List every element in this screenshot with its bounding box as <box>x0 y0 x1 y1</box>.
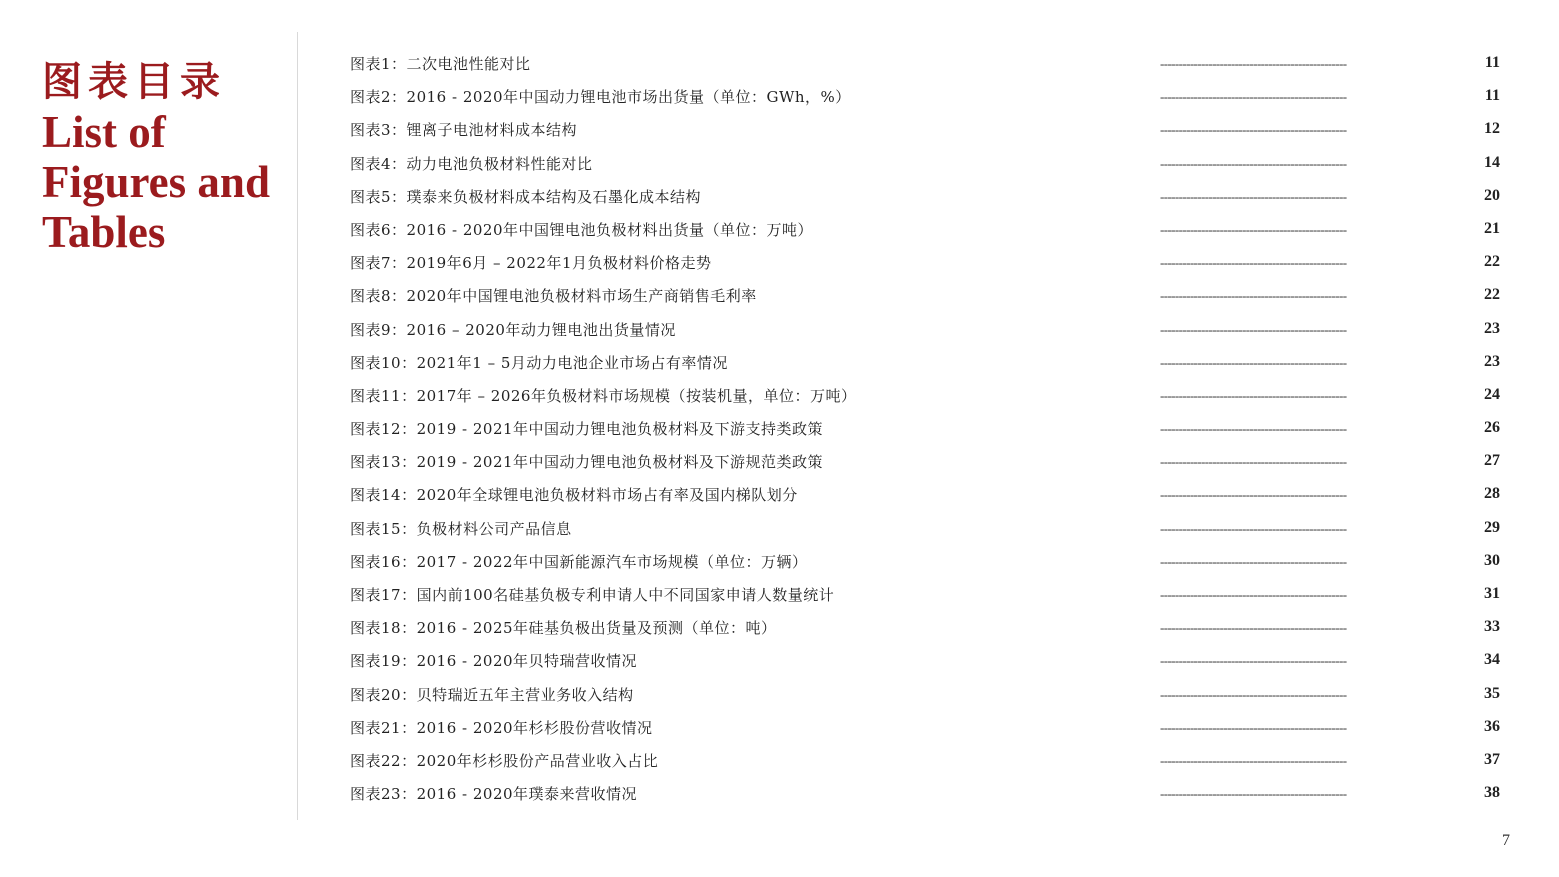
toc-entry-page: 33 <box>1484 618 1500 636</box>
page-title-cn: 图表目录 <box>42 58 226 105</box>
toc-entry-label: 图表7：2019年6月 – 2022年1月负极材料价格走势 <box>350 254 712 273</box>
toc-leader-dashes: -------------------------------------------------- <box>1160 255 1347 270</box>
toc-entry-page: 23 <box>1484 352 1500 370</box>
toc-entry[interactable] <box>350 678 1500 711</box>
toc-entry-label: 图表17：国内前100名硅基负极专利申请人中不同国家申请人数量统计 <box>350 586 835 604</box>
toc-leader-dashes: -------------------------------------------------- <box>1160 719 1347 734</box>
toc-entry[interactable] <box>350 445 1500 478</box>
toc-entry[interactable] <box>350 711 1500 744</box>
toc-entry-page: 22 <box>1484 286 1500 304</box>
toc-entry-label: 图表20：贝特瑞近五年主营业务收入结构 <box>350 685 634 704</box>
toc-entry-label: 图表5：璞泰来负极材料成本结构及石墨化成本结构 <box>350 187 702 206</box>
toc-entry-page: 11 <box>1484 54 1500 71</box>
page-number: 7 <box>1502 832 1510 849</box>
toc-entry-page: 36 <box>1484 717 1500 735</box>
toc-entry[interactable] <box>350 47 1500 80</box>
toc-entry-page: 37 <box>1484 750 1500 768</box>
toc-entry[interactable] <box>350 611 1500 644</box>
toc-leader-dashes: -------------------------------------------------- <box>1160 56 1347 70</box>
toc-entry-page: 21 <box>1484 219 1500 237</box>
toc-leader-dashes: -------------------------------------------------- <box>1160 288 1347 303</box>
toc-entry-page: 38 <box>1484 784 1500 802</box>
toc-entry-label: 图表22：2020年杉杉股份产品营业收入占比 <box>350 751 659 770</box>
page-title-en: List of Figures and Tables <box>42 107 270 257</box>
toc-leader-dashes: -------------------------------------------------- <box>1160 686 1347 701</box>
toc-leader-dashes: -------------------------------------------------- <box>1160 620 1347 635</box>
toc-leader-dashes: -------------------------------------------------- <box>1160 354 1347 369</box>
toc-entry-label: 图表19：2016 - 2020年贝特瑞营收情况 <box>350 652 638 671</box>
toc-leader-dashes: -------------------------------------------------- <box>1160 89 1347 104</box>
toc-entry[interactable] <box>350 545 1500 578</box>
toc-entry-page: 27 <box>1484 452 1500 470</box>
toc-leader-dashes: -------------------------------------------------- <box>1160 454 1347 469</box>
toc-entry-label: 图表1：二次电池性能对比 <box>350 55 531 73</box>
toc-leader-dashes: -------------------------------------------------- <box>1160 321 1347 336</box>
toc-entry-label: 图表16：2017 - 2022年中国新能源汽车市场规模（单位：万辆） <box>350 552 808 571</box>
toc-entry-label: 图表2：2016 - 2020年中国动力锂电池市场出货量（单位：GWh，%） <box>350 88 851 107</box>
toc-entry-label: 图表12：2019 - 2021年中国动力锂电池负极材料及下游支持类政策 <box>350 420 824 439</box>
toc-entry[interactable] <box>350 213 1500 246</box>
toc-entry-page: 31 <box>1484 585 1500 602</box>
toc-entry-label: 图表21：2016 - 2020年杉杉股份营收情况 <box>350 718 653 737</box>
toc-leader-dashes: -------------------------------------------------- <box>1160 487 1347 502</box>
toc-entry[interactable] <box>350 113 1500 146</box>
toc-entry-page: 28 <box>1484 485 1500 503</box>
toc-entry[interactable] <box>350 180 1500 213</box>
toc-entry[interactable] <box>350 313 1500 346</box>
toc-entry-page: 24 <box>1484 385 1500 403</box>
toc-leader-dashes: -------------------------------------------------- <box>1160 221 1347 236</box>
toc-entry[interactable] <box>350 279 1500 312</box>
title-block <box>42 58 292 257</box>
toc-entry-label: 图表6：2016 - 2020年中国锂电池负极材料出货量（单位：万吨） <box>350 220 813 239</box>
toc-entry-page: 11 <box>1484 87 1500 105</box>
toc-entry[interactable] <box>350 744 1500 777</box>
toc-leader-dashes: -------------------------------------------------- <box>1160 155 1347 170</box>
toc-entry[interactable] <box>350 644 1500 677</box>
toc-entry-page: 23 <box>1484 319 1500 337</box>
toc-entry-label: 图表23：2016 - 2020年璞泰来营收情况 <box>350 785 638 804</box>
toc-entry[interactable] <box>350 777 1500 810</box>
toc-entry[interactable] <box>350 246 1500 279</box>
table-of-figures <box>350 47 1500 810</box>
toc-entry[interactable] <box>350 379 1500 412</box>
toc-entry-page: 20 <box>1484 186 1500 204</box>
toc-leader-dashes: -------------------------------------------------- <box>1160 786 1347 801</box>
toc-entry[interactable] <box>350 80 1500 113</box>
toc-entry-page: 29 <box>1484 518 1500 536</box>
toc-entry-label: 图表9：2016 – 2020年动力锂电池出货量情况 <box>350 320 676 339</box>
toc-entry-label: 图表14：2020年全球锂电池负极材料市场占有率及国内梯队划分 <box>350 486 798 505</box>
toc-entry[interactable] <box>350 346 1500 379</box>
toc-leader-dashes: -------------------------------------------------- <box>1160 122 1347 137</box>
toc-entry[interactable] <box>350 578 1500 611</box>
toc-entry-page: 22 <box>1484 253 1500 271</box>
toc-entry-label: 图表4：动力电池负极材料性能对比 <box>350 154 593 173</box>
toc-entry-label: 图表11：2017年 – 2026年负极材料市场规模（按装机量，单位：万吨） <box>350 386 857 405</box>
toc-leader-dashes: -------------------------------------------------- <box>1160 520 1347 535</box>
toc-entry-label: 图表10：2021年1 – 5月动力电池企业市场占有率情况 <box>350 353 728 372</box>
toc-entry-label: 图表3：锂离子电池材料成本结构 <box>350 121 578 140</box>
toc-leader-dashes: -------------------------------------------------- <box>1160 421 1347 436</box>
toc-entry-label: 图表18：2016 - 2025年硅基负极出货量及预测（单位：吨） <box>350 619 777 638</box>
toc-entry-page: 35 <box>1484 684 1500 702</box>
toc-entry-page: 34 <box>1484 651 1500 669</box>
toc-entry-page: 14 <box>1484 153 1500 171</box>
toc-leader-dashes: -------------------------------------------------- <box>1160 587 1347 601</box>
toc-leader-dashes: -------------------------------------------------- <box>1160 387 1347 402</box>
toc-entry[interactable] <box>350 147 1500 180</box>
toc-entry-page: 30 <box>1484 551 1500 569</box>
toc-entry-label: 图表13：2019 - 2021年中国动力锂电池负极材料及下游规范类政策 <box>350 453 824 472</box>
toc-leader-dashes: -------------------------------------------------- <box>1160 188 1347 203</box>
toc-leader-dashes: -------------------------------------------------- <box>1160 752 1347 767</box>
toc-entry-label: 图表15：负极材料公司产品信息 <box>350 519 572 538</box>
toc-entry[interactable] <box>350 512 1500 545</box>
toc-entry-page: 12 <box>1484 120 1500 138</box>
toc-leader-dashes: -------------------------------------------------- <box>1160 553 1347 568</box>
toc-entry-page: 26 <box>1484 419 1500 437</box>
vertical-divider <box>297 32 298 820</box>
toc-entry-label: 图表8：2020年中国锂电池负极材料市场生产商销售毛利率 <box>350 287 757 306</box>
toc-entry[interactable] <box>350 478 1500 511</box>
toc-entry[interactable] <box>350 412 1500 445</box>
toc-leader-dashes: -------------------------------------------------- <box>1160 653 1347 668</box>
